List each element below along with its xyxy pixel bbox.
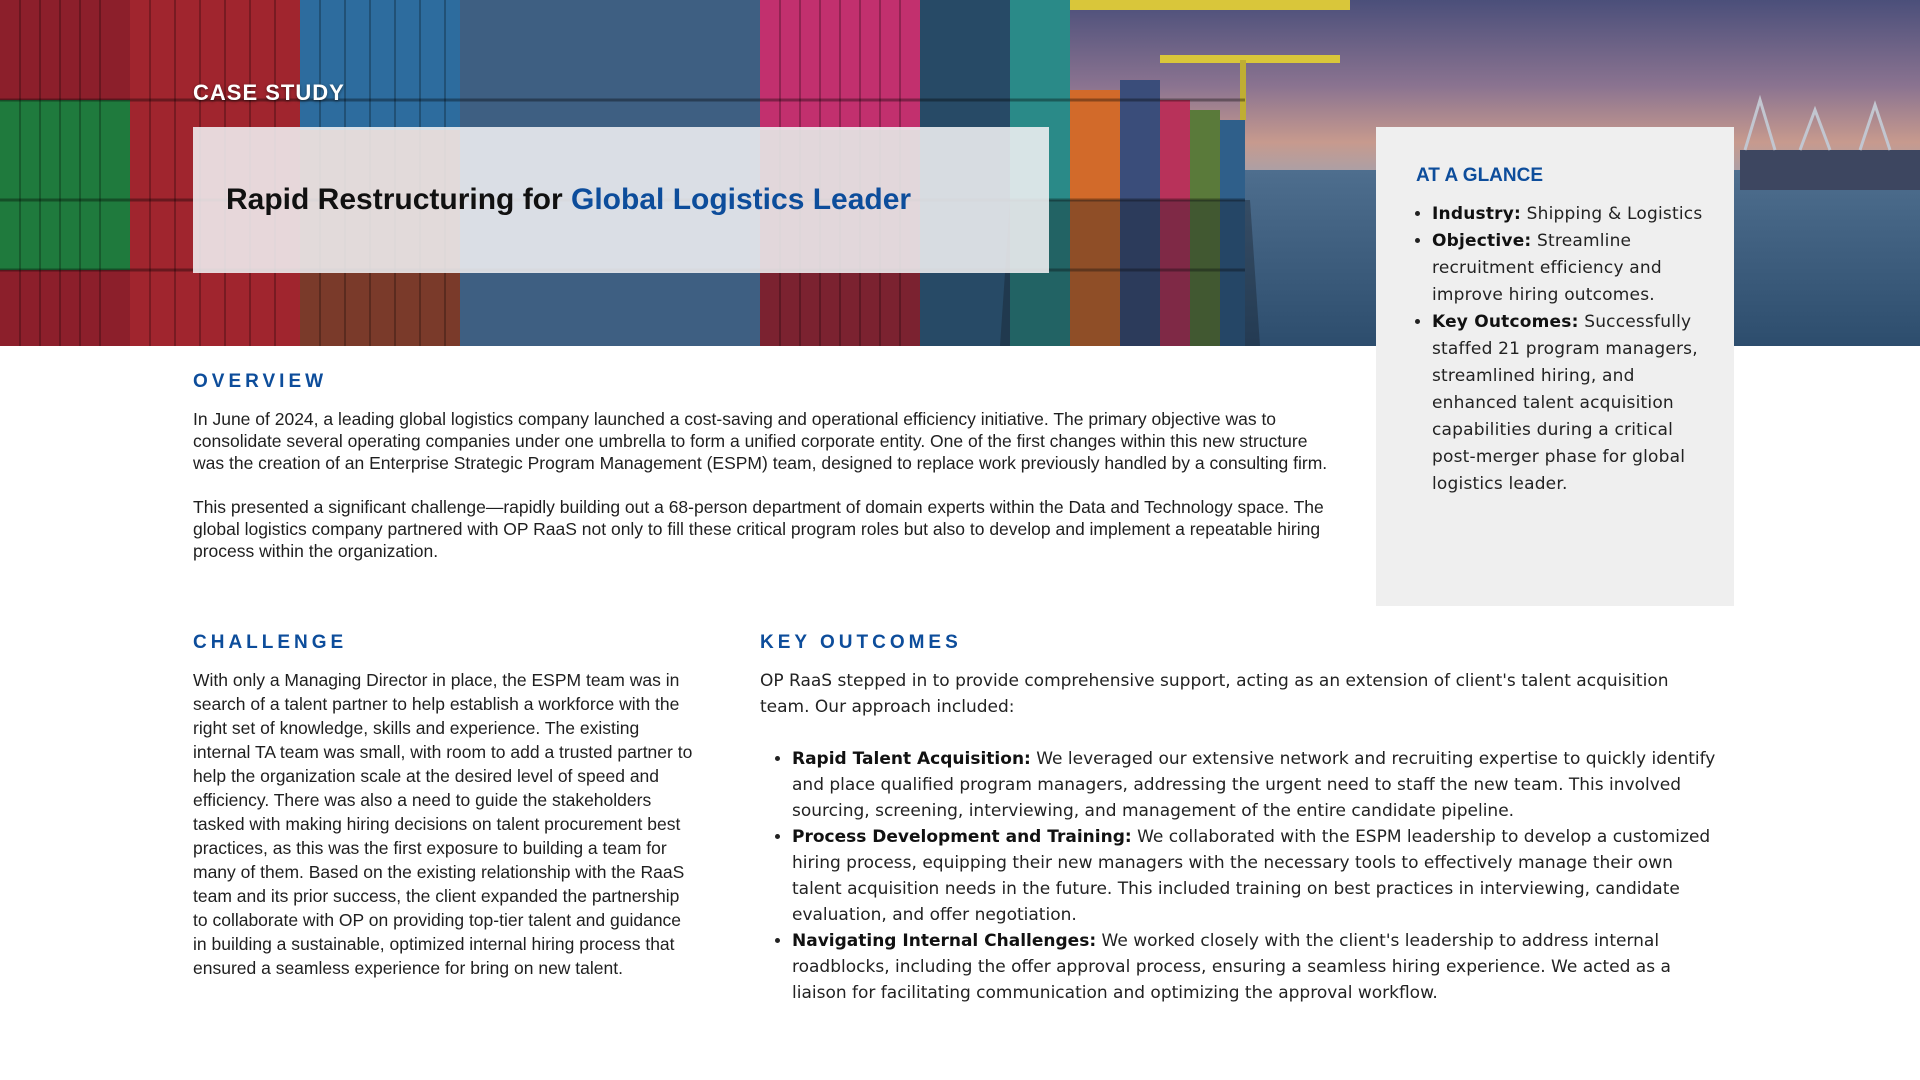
- overview-paragraph: In June of 2024, a leading global logistics company launched a cost-saving and operational efficiency initiative. The primary objective was to consolidate several operating companies under one umbrella to form a unified corporate entity. One of the first changes within this new structure was the creation of an Enterprise Strategic Program Management (ESPM) team, designed to replace work previously handled by a consulting firm.: [193, 409, 1328, 473]
- key-outcomes-list: [760, 746, 1720, 1006]
- at-a-glance-heading: AT A GLANCE: [1416, 165, 1544, 186]
- outcome-item-label: Process Development and Training:: [792, 827, 1132, 847]
- at-a-glance-list: [1416, 201, 1704, 498]
- title-card: [193, 127, 1049, 273]
- outcome-item: [792, 928, 1720, 1006]
- glance-item-label: Industry:: [1432, 204, 1522, 224]
- glance-item-industry: [1432, 201, 1704, 228]
- outcome-item-label: Navigating Internal Challenges:: [792, 931, 1097, 951]
- key-outcomes-intro: OP RaaS stepped in to provide comprehensive support, acting as an extension of client's talent acquisition team. Our approach included:: [760, 671, 1669, 717]
- outcome-item: [792, 746, 1720, 824]
- outcome-item-text: We collaborated with the ESPM leadership to develop a customized hiring process, equipping their new managers with the necessary tools to effectively manage their own talent acquisition needs in the future. This included training on best practices in interviewing, candidate evaluation, and offer negotiation.: [792, 827, 1711, 925]
- glance-item-label: Key Outcomes:: [1432, 312, 1579, 332]
- outcome-item-label: Rapid Talent Acquisition:: [792, 749, 1031, 769]
- glance-item-key-outcomes: [1432, 309, 1704, 498]
- at-a-glance-panel: [1376, 127, 1734, 606]
- overview-paragraph: This presented a significant challenge—rapidly building out a 68-person department of domain experts within the Data and Technology space. The global logistics company partnered with OP RaaS not only to fill these critical program roles but also to develop and implement a repeatable hiring process within the organization.: [193, 497, 1324, 561]
- key-outcomes-heading: KEY OUTCOMES: [760, 632, 962, 653]
- glance-item-text: Shipping & Logistics: [1521, 204, 1703, 224]
- challenge-text: With only a Managing Director in place, the ESPM team was in search of a talent partner to help establish a workforce with the right set of knowledge, skills and experience. The existing internal TA team was small, with room to add a trusted partner to help the organization scale at the desired level of speed and efficiency. There was also a need to guide the stakeholders tasked with making hiring decisions on talent procurement best practices, as this was the first exposure to building a team for many of them. Based on the existing relationship with the RaaS team and its prior success, the client expanded the partnership to collaborate with OP on providing top-tier talent and guidance in building a sustainable, optimized internal hiring process that ensured a seamless experience for bring on new talent.: [193, 670, 693, 978]
- case-study-label: CASE STUDY: [193, 80, 345, 105]
- overview-section: [193, 408, 1333, 584]
- glance-item-text: Streamline recruitment efficiency and improve hiring outcomes.: [1432, 231, 1662, 305]
- outcome-item: [792, 824, 1720, 928]
- challenge-heading: CHALLENGE: [193, 632, 348, 653]
- glance-item-label: Objective:: [1432, 231, 1532, 251]
- page-title: [226, 183, 911, 217]
- title-prefix: Rapid Restructuring for: [226, 183, 572, 216]
- title-accent: Global Logistics Leader: [571, 183, 912, 216]
- outcome-item-text: We leveraged our extensive network and recruiting expertise to quickly identify and place qualified program managers, addressing the urgent need to staff the new team. This involved sourcing, screening, interviewing, and management of the entire candidate pipeline.: [792, 749, 1716, 821]
- key-outcomes-section: [760, 668, 1720, 1006]
- glance-item-text: Successfully staffed 21 program managers, streamlined hiring, and enhanced talent acquisition capabilities during a critical post-merger phase for global logistics leader.: [1432, 312, 1698, 494]
- outcome-item-text: We worked closely with the client's leadership to address internal roadblocks, including the offer approval process, ensuring a seamless hiring experience. We acted as a liaison for facilitating communication and optimizing the approval workflow.: [792, 931, 1671, 1003]
- overview-heading: OVERVIEW: [193, 371, 328, 392]
- glance-item-objective: [1432, 228, 1704, 309]
